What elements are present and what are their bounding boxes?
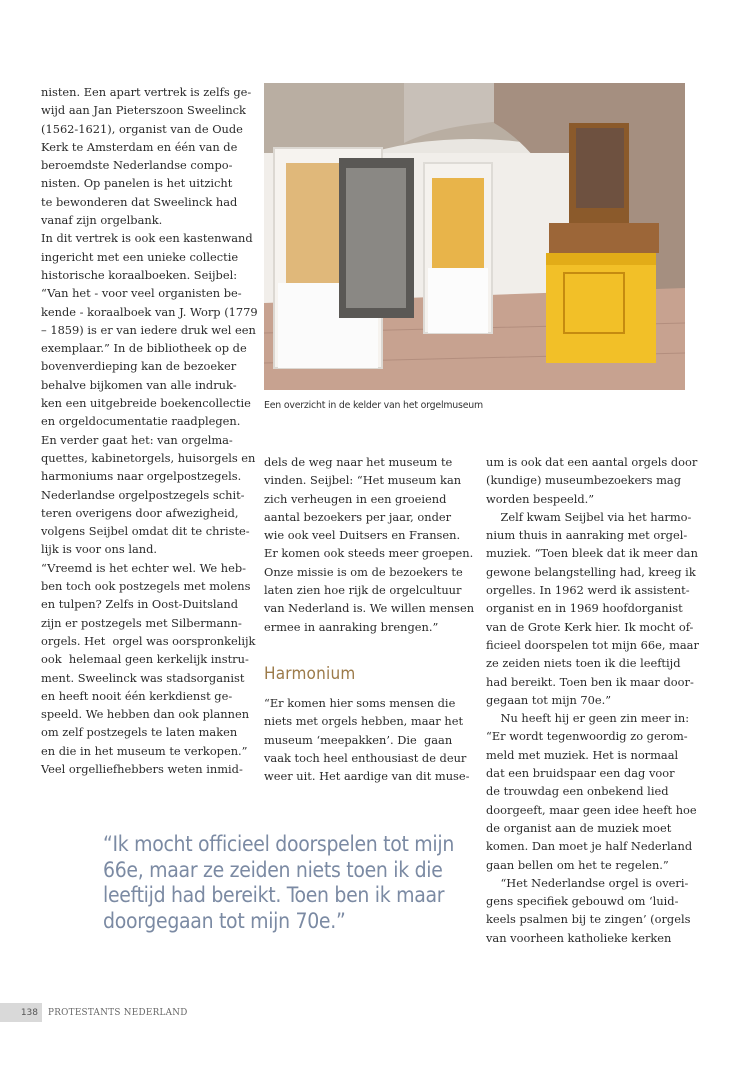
text-line: gegaan tot mijn 70e.” [486, 692, 612, 707]
text-line: en tulpen? Zelfs in Oost-Duitsland [41, 597, 238, 612]
text-line: niets met orgels hebben, maar het [264, 714, 464, 729]
text-line: Onze missie is om de bezoekers te [264, 564, 463, 579]
text-line: nium thuis in aanraking met orgel- [486, 528, 688, 543]
text-line: organist en in 1969 hoofdorganist [486, 601, 683, 616]
text-line: te bewonderen dat Sweelinck had [41, 194, 238, 209]
pull-quote [103, 832, 453, 934]
text-line: exemplaar.” In de bibliotheek op de [41, 341, 247, 356]
photo-caption: Een overzicht in de kelder van het orgelmuseum [264, 400, 483, 411]
text-line: vaak toch heel enthousiast de deur [264, 750, 467, 765]
text-line: laten zien hoe rijk de orgelcultuur [264, 583, 462, 598]
text-line: nisten. Op panelen is het uitzicht [41, 176, 233, 191]
text-line: gens specifiek gebouwd om ‘luid- [486, 894, 679, 909]
text-line: volgens Seijbel omdat dit te christe- [41, 524, 250, 539]
text-line: um is ook dat een aantal orgels door [486, 455, 698, 469]
text-line: behalve bijkomen van alle indruk- [41, 377, 237, 392]
text-line: orgelles. In 1962 werd ik assistent- [486, 583, 690, 598]
article-column-1 [41, 83, 258, 778]
text-line: ook helemaal geen kerkelijk instru- [41, 652, 249, 667]
text-line: Er komen ook steeds meer groepen. [264, 546, 474, 561]
text-line: de organist aan de muziek moet [486, 820, 672, 835]
text-line: aantal bezoekers per jaar, onder [264, 509, 452, 524]
text-line: ingericht met een unieke collectie [41, 249, 239, 264]
text-line: historische koraalboeken. Seijbel: [41, 267, 238, 282]
text-line: In dit vertrek is ook een kastenwand [41, 231, 253, 246]
text-line: wie ook veel Duitsers en Fransen. [264, 528, 461, 543]
text-line: vinden. Seijbel: “Het museum kan [264, 473, 462, 488]
text-line: quettes, kabinetorgels, huisorgels en [41, 450, 256, 465]
text-line: “Er wordt tegenwoordig zo gerom- [486, 729, 688, 744]
quote-line: “Ik mocht officieel doorspelen tot mijn [103, 832, 454, 856]
text-line: en heeft nooit één kerkdienst ge- [41, 688, 233, 703]
text-line: keels psalmen bij te zingen’ (orgels [486, 912, 691, 927]
article-column-3 [486, 453, 699, 947]
article-column-2 [264, 453, 475, 636]
text-line: Kerk te Amsterdam en één van de [41, 139, 238, 154]
text-line: meld met muziek. Het is normaal [486, 747, 679, 762]
text-line: beroemdste Nederlandse compo- [41, 158, 233, 173]
quote-line: doorgegaan tot mijn 70e.” [103, 908, 346, 933]
quote-line: 66e, maar ze zeiden niets toen ik die [103, 857, 443, 882]
text-line: en die in het museum te verkopen.” [41, 743, 248, 758]
text-line: ermee in aanraking brengen.” [264, 619, 439, 634]
text-line: van de Grote Kerk hier. Ik mocht of- [486, 619, 694, 634]
text-line: “Er komen hier soms mensen die [264, 696, 456, 710]
text-line: van voorheen katholieke kerken [486, 930, 672, 945]
text-line: bovenverdieping kan de bezoeker [41, 359, 237, 374]
article-column-2-continued [264, 694, 469, 785]
text-line: vanaf zijn orgelbank. [41, 213, 163, 228]
text-line: “Het Nederlandse orgel is overi- [486, 875, 689, 890]
text-line: (kundige) museumbezoekers mag [486, 473, 681, 488]
text-line: en orgeldocumentatie raadplegen. [41, 414, 241, 429]
text-line: weer uit. Het aardige van dit muse- [264, 769, 470, 784]
text-line: orgels. Het orgel was oorspronkelijk [41, 633, 256, 648]
text-line: dels de weg naar het museum te [264, 455, 453, 469]
text-line: “Vreemd is het echter wel. We heb- [41, 560, 246, 575]
text-line: – 1859) is er van iedere druk wel een [41, 322, 256, 337]
text-line: gaan bellen om het te regelen.” [486, 857, 669, 872]
text-line: gewone belangstelling had, kreeg ik [486, 564, 696, 579]
text-line: teren overigens door afwezigheid, [41, 505, 239, 520]
text-line: zich verheugen in een groeiend [264, 491, 447, 506]
text-line: Veel orgelliefhebbers weten inmid- [41, 761, 243, 776]
text-line: ficieel doorspelen tot mijn 66e, maar [486, 637, 699, 652]
text-line: van Nederland is. We willen mensen [264, 601, 475, 616]
text-line: Zelf kwam Seijbel via het harmo- [486, 509, 692, 524]
text-line: ze zeiden niets toen ik die leeftijd [486, 656, 681, 671]
text-line: speeld. We hebben dan ook plannen [41, 707, 250, 722]
text-line: Nu heeft hij er geen zin meer in: [486, 711, 690, 726]
text-line: muziek. “Toen bleek dat ik meer dan [486, 546, 698, 561]
text-line: lijk is voor ons land. [41, 542, 158, 557]
text-line: zijn er postzegels met Silbermann- [41, 615, 242, 630]
text-line: kende - koraalboek van J. Worp (1779 [41, 304, 258, 319]
text-line: nisten. Een apart vertrek is zelfs ge- [41, 85, 252, 99]
text-line: ment. Sweelinck was stadsorganist [41, 670, 245, 685]
quote-line: leeftijd had bereikt. Toen ben ik maar [103, 883, 445, 908]
text-line: ben toch ook postzegels met molens [41, 579, 251, 594]
text-line: Nederlandse orgelpostzegels schit- [41, 487, 245, 502]
museum-photo [264, 83, 685, 390]
text-line: komen. Dan moet je half Nederland [486, 839, 693, 854]
text-line: dat een bruidspaar een dag voor [486, 766, 675, 781]
text-line: museum ‘meepakken’. Die gaan [264, 732, 453, 747]
text-line: harmoniums naar orgelpostzegels. [41, 469, 242, 484]
text-line: (1562-1621), organist van de Oude [41, 121, 243, 136]
text-line: om zelf postzegels te laten maken [41, 725, 238, 740]
page-footer [0, 1003, 188, 1022]
text-line: doorgeeft, maar geen idee heeft hoe [486, 802, 697, 817]
page-number: 138 [0, 1003, 42, 1022]
publication-name: PROTESTANTS NEDERLAND [48, 1007, 188, 1018]
section-heading: Harmonium [264, 664, 356, 684]
text-line: wijd aan Jan Pieterszoon Sweelinck [41, 103, 246, 118]
text-line: worden bespeeld.” [486, 491, 595, 506]
text-line: de trouwdag een onbekend lied [486, 784, 669, 799]
text-line: En verder gaat het: van orgelma- [41, 432, 233, 447]
text-line: ken een uitgebreide boekencollectie [41, 396, 251, 411]
text-line: “Van het - voor veel organisten be- [41, 286, 242, 301]
text-line: had bereikt. Toen ben ik maar door- [486, 674, 694, 689]
